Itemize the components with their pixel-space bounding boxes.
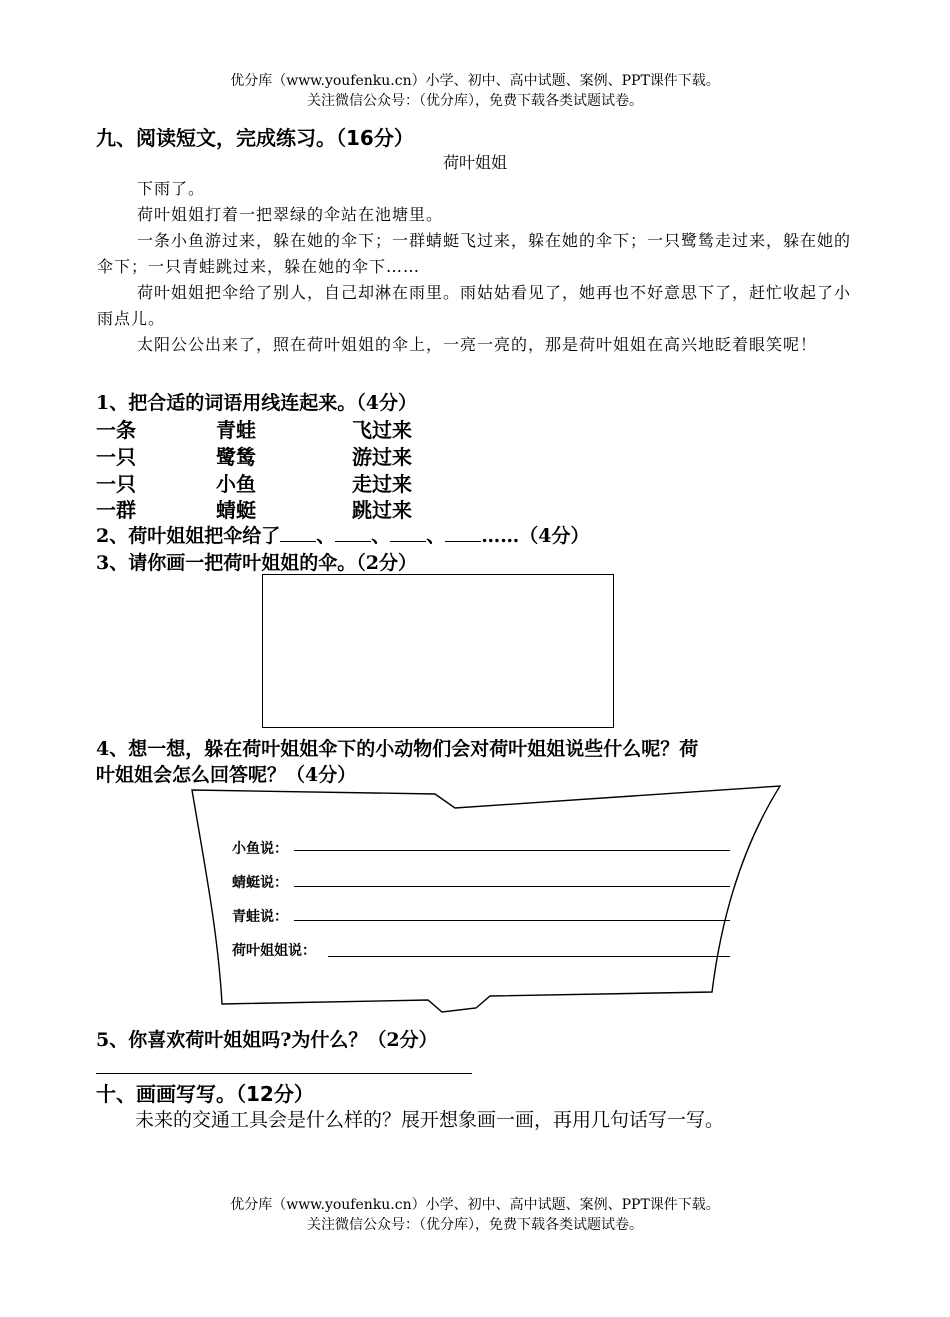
speech-scroll <box>190 782 790 1014</box>
section-10-heading: 十、画画写写。（12分） <box>96 1082 314 1106</box>
speaker-label-lotus-leaf: 荷叶姐姐说： <box>232 943 316 959</box>
question-2 <box>96 521 590 548</box>
footer-line-2: 关注微信公众号：（优分库），免费下载各类试题试卷。 <box>307 1217 643 1233</box>
drawing-box[interactable] <box>262 574 614 728</box>
question-1-label: 1、把合适的词语用线连起来。（4分） <box>96 392 417 414</box>
question-2-suffix: ……（4分） <box>481 525 590 547</box>
speaker-label-dragonfly: 蜻蜓说： <box>232 875 288 891</box>
header-line-2: 关注微信公众号：（优分库），免费下载各类试题试卷。 <box>307 93 643 109</box>
action-word[interactable]: 跳过来 <box>352 498 412 522</box>
answer-line[interactable] <box>294 832 730 851</box>
header-line-1: 优分库（www.youfenku.cn）小学、初中、高中试题、案例、PPT课件下载。 <box>230 73 720 89</box>
speaker-label-frog: 青蛙说： <box>232 909 288 925</box>
answer-line[interactable] <box>294 902 730 921</box>
question-3-label: 3、请你画一把荷叶姐姐的伞。（2分） <box>96 552 417 574</box>
separator: 、 <box>316 525 336 547</box>
answer-line[interactable] <box>96 1073 472 1074</box>
answer-blank[interactable] <box>445 521 481 542</box>
separator: 、 <box>371 525 391 547</box>
question-4-line-1: 4、想一想，躲在荷叶姐姐伞下的小动物们会对荷叶姐姐说些什么呢？荷 <box>96 738 699 760</box>
story-paragraph: 荷叶姐姐把伞给了别人，自己却淋在雨里。雨姑姑看见了，她再也不好意思下了，赶忙收起了小雨点儿。 <box>97 283 852 328</box>
answer-line[interactable] <box>294 868 730 887</box>
section-10-prompt: 未来的交通工具会是什么样的？展开想象画一画，再用几句话写一写。 <box>135 1109 725 1131</box>
answer-blank[interactable] <box>390 521 426 542</box>
animal-word[interactable]: 小鱼 <box>216 472 256 496</box>
question-4-line-2: 叶姐姐会怎么回答呢？（4分） <box>96 764 357 786</box>
story-text <box>97 176 867 358</box>
separator: 、 <box>426 525 446 547</box>
answer-blank[interactable] <box>280 521 316 542</box>
answer-blank[interactable] <box>335 521 371 542</box>
measure-word[interactable]: 一条 <box>96 418 136 442</box>
animal-word[interactable]: 蜻蜓 <box>216 498 256 522</box>
measure-word[interactable]: 一只 <box>96 445 136 469</box>
page-footer <box>0 1195 950 1235</box>
section-9-heading: 九、阅读短文，完成练习。（16分） <box>96 126 414 150</box>
question-5-label: 5、你喜欢荷叶姐姐吗?为什么？（2分） <box>96 1029 438 1051</box>
speaker-label-fish: 小鱼说： <box>232 841 288 857</box>
measure-word[interactable]: 一只 <box>96 472 136 496</box>
animal-word[interactable]: 青蛙 <box>216 418 256 442</box>
story-paragraph: 下雨了。 <box>137 179 206 198</box>
story-paragraph: 荷叶姐姐打着一把翠绿的伞站在池塘里。 <box>137 205 444 224</box>
page-header <box>0 71 950 111</box>
story-paragraph: 太阳公公出来了，照在荷叶姐姐的伞上，一亮一亮的，那是荷叶姐姐在高兴地眨着眼笑呢！ <box>137 335 818 354</box>
action-word[interactable]: 走过来 <box>352 472 412 496</box>
action-word[interactable]: 飞过来 <box>352 418 412 442</box>
story-title: 荷叶姐姐 <box>442 153 507 172</box>
measure-word[interactable]: 一群 <box>96 498 136 522</box>
footer-line-1: 优分库（www.youfenku.cn）小学、初中、高中试题、案例、PPT课件下载。 <box>230 1197 720 1213</box>
action-word[interactable]: 游过来 <box>352 445 412 469</box>
animal-word[interactable]: 鹭鸶 <box>216 445 256 469</box>
story-paragraph: 一条小鱼游过来，躲在她的伞下；一群蜻蜓飞过来，躲在她的伞下；一只鹭鸶走过来，躲在她的伞下；一只青蛙跳过来，躲在她的伞下…… <box>97 231 852 276</box>
answer-line[interactable] <box>328 938 730 957</box>
scroll-outline <box>190 782 790 1014</box>
question-2-prefix: 2、荷叶姐姐把伞给了 <box>96 525 281 547</box>
